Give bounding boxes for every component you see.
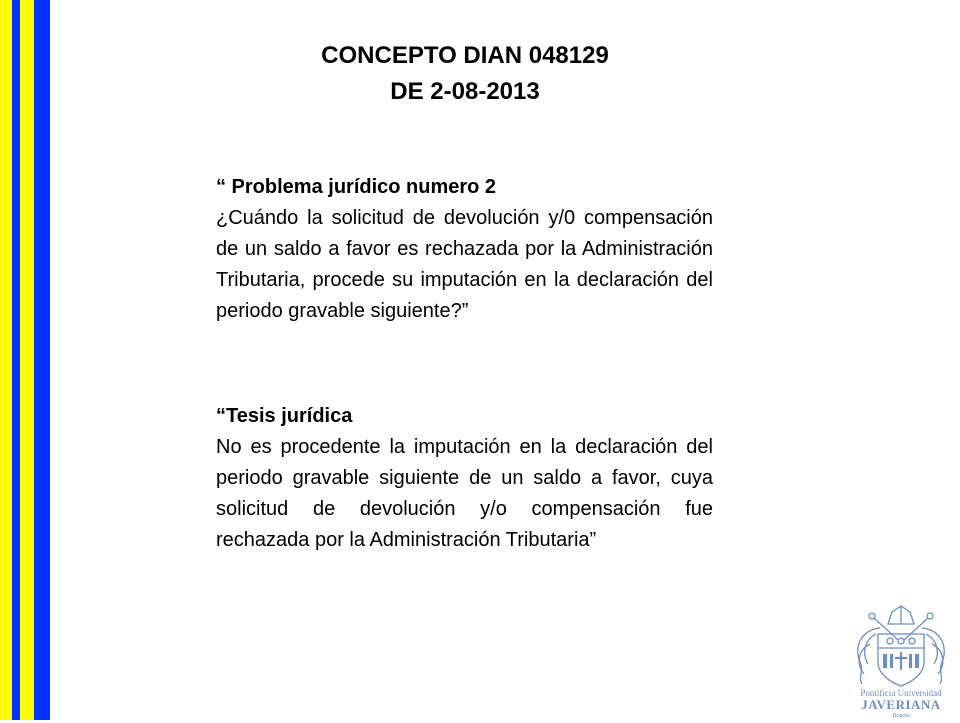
page-title xyxy=(260,38,670,110)
thesis-body: No es procedente la imputación en la declaración del periodo gravable siguiente de un saldo a favor, cuya solicitud de devolución y/o compensación fue rechazada por la Administración Tributaria” xyxy=(216,436,713,551)
left-stripe-yellow-2 xyxy=(20,0,34,720)
logo-line-1: Pontificia Universidad xyxy=(860,688,942,698)
problem-section xyxy=(216,172,713,327)
problem-heading: “ Problema jurídico numero 2 xyxy=(216,176,497,198)
problem-body: ¿Cuándo la solicitud de devolución y/0 compensación de un saldo a favor es rechazada por la Administración Tributaria, procede su imputación en la declaración del periodo gravable siguiente?” xyxy=(216,207,713,322)
logo-line-3: Bogotá xyxy=(892,713,910,718)
left-stripe-yellow xyxy=(0,0,12,720)
thesis-heading: “Tesis jurídica xyxy=(216,405,353,427)
title-line-1: CONCEPTO DIAN 048129 xyxy=(321,42,609,69)
thesis-section xyxy=(216,401,713,556)
university-crest-icon xyxy=(850,604,952,718)
left-stripe-blue-2 xyxy=(34,0,50,720)
logo-line-2: JAVERIANA xyxy=(861,697,941,712)
title-line-2: DE 2-08-2013 xyxy=(390,78,540,105)
left-stripe-blue xyxy=(12,0,20,720)
university-logo xyxy=(850,604,952,718)
